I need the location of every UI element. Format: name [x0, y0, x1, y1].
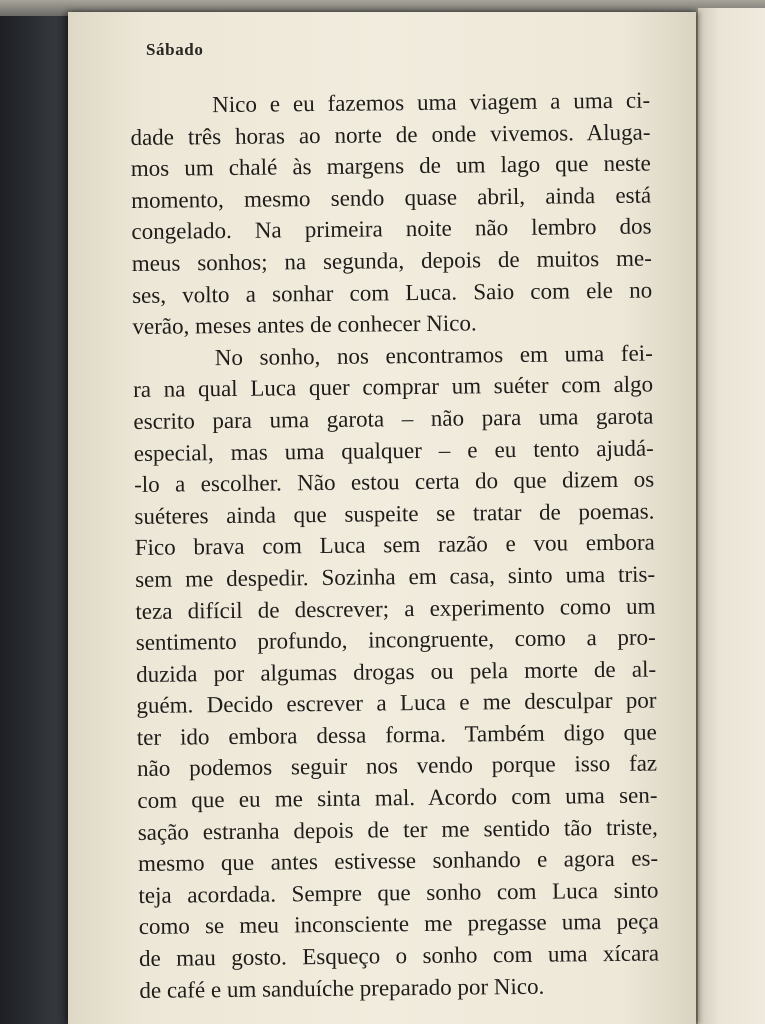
text-line: momento, mesmo sendo quase abril, ainda está — [131, 182, 652, 213]
text-line: Fico brava com Luca sem razão e vou embora — [134, 529, 655, 561]
text-line: dade três horas ao norte de onde vivemos. Aluga- — [130, 119, 651, 150]
text-line: como se meu inconsciente me pregasse uma peça — [138, 908, 659, 940]
text-line: sem me despedir. Sozinha em casa, sinto uma tris- — [134, 561, 656, 592]
text-line: mos um chalé às margens de um lago que neste — [130, 150, 651, 182]
running-head: Sábado — [146, 40, 204, 59]
text-line: guém. Decido escrever a Luca e me desculpar por — [136, 687, 657, 719]
text-line: com que eu me sinta mal. Acordo com uma sen- — [137, 782, 658, 814]
text-line: teza difícil de descrever; a experimento como um — [135, 593, 656, 624]
book-page — [68, 12, 696, 1024]
text-line: congelado. Na primeira noite não lembro dos — [131, 213, 652, 245]
text-line: -lo a escolher. Não estou certa do que dizem os — [134, 466, 655, 498]
text-line: suéteres ainda que suspeite se tratar de poemas. — [134, 498, 655, 529]
text-line: meus sonhos; na segunda, depois de muitos me- — [131, 245, 652, 276]
text-line: Nico e eu fazemos uma viagem a uma ci- — [212, 87, 651, 118]
text-line: ter ido embora dessa forma. Também digo que — [136, 719, 657, 750]
text-line: teja acordada. Sempre que sonho com Luca sinto — [138, 877, 659, 908]
text-line: duzida por algumas drogas ou pela morte de al- — [135, 656, 657, 687]
text-line: escrito para uma garota – não para uma garota — [133, 403, 654, 434]
text-line: ses, volto a sonhar com Luca. Saio com ele no — [132, 277, 653, 308]
text-line: ra na qual Luca quer comprar um suéter com algo — [133, 371, 654, 403]
text-line: sação estranha depois de ter me sentido tão triste, — [137, 814, 658, 845]
facing-page-edge — [696, 8, 765, 1024]
text-line: mesmo que antes estivesse sonhando e agora es- — [137, 845, 659, 877]
text-line: de café e um sanduíche preparado por Nico. — [139, 973, 545, 1003]
text-line: sentimento profundo, incongruente, como a pro- — [135, 624, 656, 656]
text-line: não podemos seguir nos vendo porque isso faz — [136, 750, 658, 782]
page-body-text — [130, 85, 660, 1007]
text-line: No sonho, nos encontramos em uma fei- — [214, 340, 653, 370]
text-line: especial, mas uma qualquer – e eu tento ajudá- — [133, 435, 654, 466]
text-line: de mau gosto. Esqueço o sonho com uma xícara — [138, 940, 660, 971]
text-line: verão, meses antes de conhecer Nico. — [132, 310, 477, 340]
